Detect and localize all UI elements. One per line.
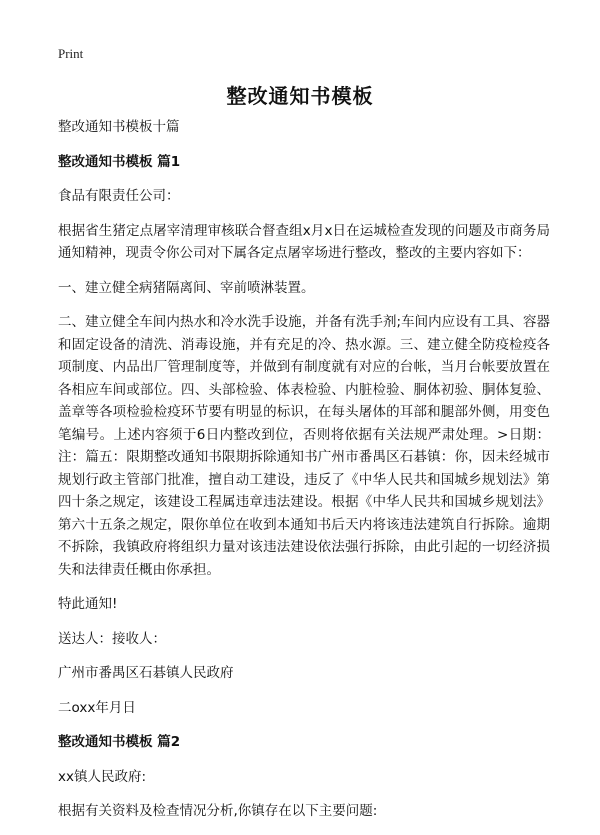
notice-line: 特此通知! — [58, 596, 118, 612]
recipient-line: xx镇人民政府: — [58, 768, 147, 785]
sender-line: 送达人：接收人： — [58, 630, 166, 647]
body-paragraph: 二、建立健全车间内热水和冷水洗手设施，并备有洗手剂;车间内应设有工具、容器和固定设备的清洗、消毒设施，并有充足的冷、热水源。三、建立健全防疫检疫各项制度、内品出厂管理制度等，并做到有制度就有对应的台帐，当月台帐要放置在各相应车间或部位。四、头部检验、体表检验、内脏检验、胴体初验、胴体复验、盖章等各项检验检疫环节要有明显的标识，在每头屠体的耳部和腿部外侧，用变色笔编号。上述内容须于6日内整改到位，否则将依据有关法规严肃处理。>日期：注：篇五：限期整改通知书限期拆除通知书广州市番禺区石碁镇：你，因未经城市规划行政主管部门批准，擅自动工建设，违反了《中华人民共和国城乡规划法》第四十条之规定，该建设工程属违章违法建设。根据《中华人民共和国城乡规划法》第六十五条之规定，限你单位在收到本通知书后天内将该违法建筑自行拆除。逾期不拆除，我镇政府将组织力量对该违法建设依法强行拆除，由此引起的一切经济损失和法律责任概由你承担。 — [58, 314, 550, 578]
list-item: 一、建立健全病猪隔离间、宰前喷淋装置。 — [58, 279, 315, 296]
page-title: 整改通知书模板 — [226, 84, 374, 108]
body-paragraph: 根据省生猪定点屠宰清理审核联合督查组x月x日在运城检查发现的问题及市商务局通知精神，现责令你公司对下属各定点屠宰场进行整改，整改的主要内容如下： — [58, 222, 550, 261]
body-paragraph: 根据有关资料及检查情况分析,你镇存在以下主要问题: — [58, 803, 378, 819]
print-label: Print — [58, 46, 84, 61]
recipient-line: 食品有限责任公司： — [58, 188, 180, 204]
document-body — [58, 116, 550, 835]
subtitle: 整改通知书模板十篇 — [58, 119, 180, 135]
date-line: 二oxx年月日 — [58, 699, 136, 716]
section-heading-1: 整改通知书模板 篇1 — [58, 153, 181, 170]
section-heading-2: 整改通知书模板 篇2 — [58, 734, 181, 750]
organization-line: 广州市番禺区石碁镇人民政府 — [58, 665, 234, 681]
